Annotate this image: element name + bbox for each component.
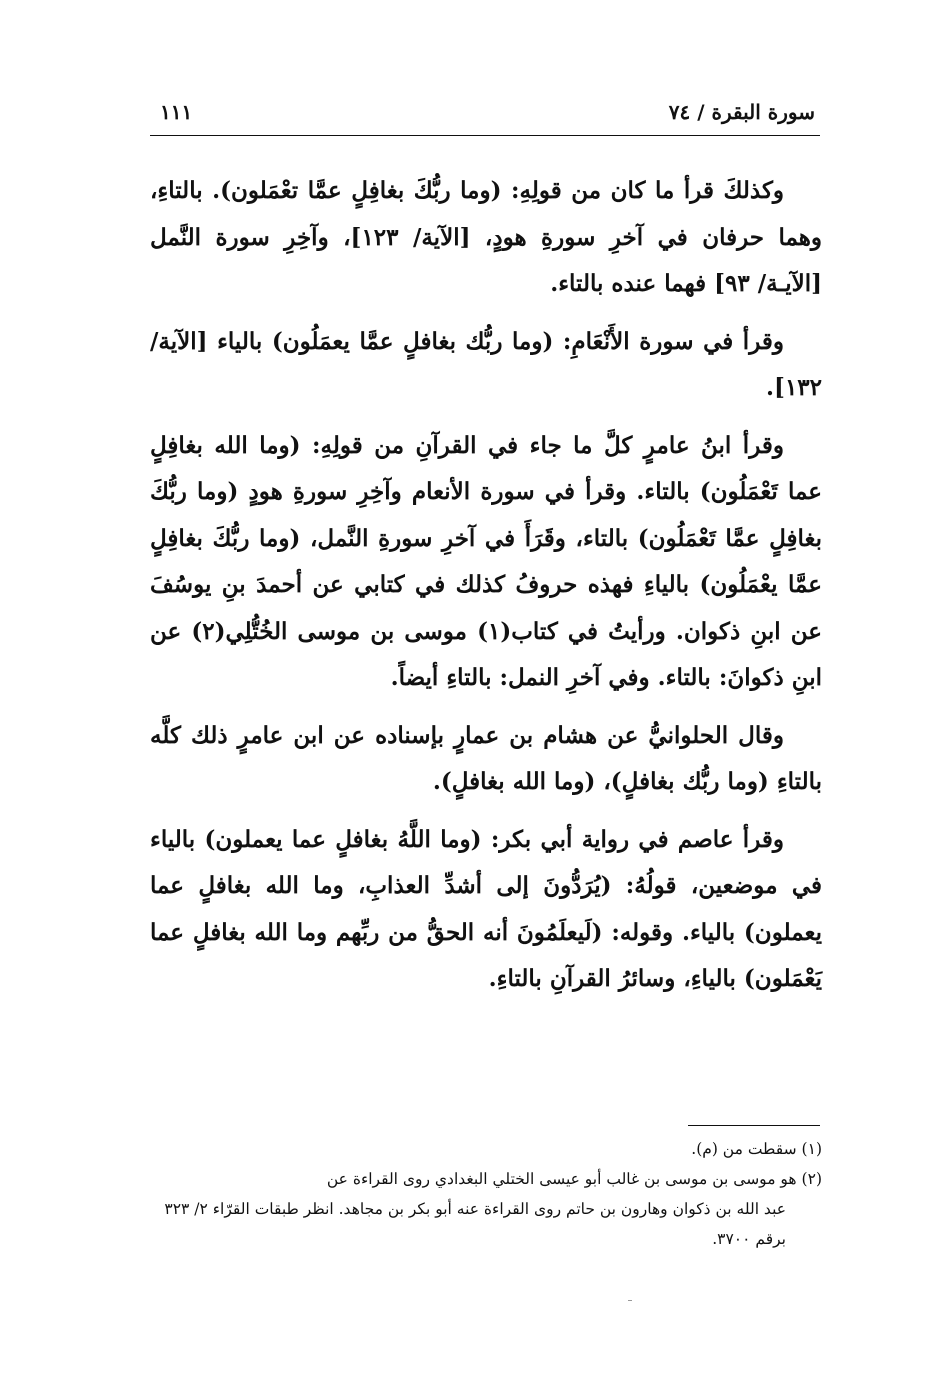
footnote-text: هو موسى بن موسى بن غالب أبو عيسى الختلي البغدادي روى القراءة عن <box>326 1170 797 1188</box>
running-header <box>150 100 815 134</box>
surah-title: سورة البقرة / ٧٤ <box>668 100 815 124</box>
footnote-marker: (٢) <box>801 1170 822 1188</box>
footnote <box>150 1164 822 1254</box>
paragraph: وقرأ ابنُ عامرٍ كلَّ ما جاء في القرآنِ من قولِهِ: (وما الله بغافِلٍ عما تَعْمَلُون) بالتاء. وقرأ في سورة الأنعام وآخِرِ سورةِ هودٍ (وما ربُّكَ بغافِلٍ عمَّا تَعْمَلُون) بالتاء، وقَرَأَ في آخرِ سورةِ النَّمل، (وما ربُّكَ بغافِلٍ عمَّا يعْمَلُون) بالياءِ فهذه حروفُ كذلك في كتابي عن أحمدَ بنِ يوسُفَ عن ابنِ ذكوان. ورأيتُ في كتاب(١) موسى بن موسى الخُتُّلِي(٢) عن ابنِ ذكوانَ: بالتاء. وفي آخرِ النمل: بالتاءِ أيضاً. <box>150 431 822 691</box>
paragraph: وقرأ في سورة الأَنْعَامِ: (وما ربُّك بغافلٍ عمَّا يعمَلُون) بالياء [الآية/ ١٣٢]. <box>150 327 822 401</box>
footnote-divider <box>688 1125 820 1126</box>
footnote-text: سقطت من (م). <box>691 1140 797 1158</box>
header-divider <box>150 135 820 136</box>
paragraph: وقرأ عاصم في رواية أبي بكر: (وما اللَّهُ بغافلٍ عما يعملون) بالياء في موضعين، قولُهُ: (يُرَدُّونَ إلى أشدِّ العذابِ، وما الله بغافلٍ عما يعملون) بالياء. وقوله: (لَيعلَمُونَ أنه الحقُّ من ربِّهم وما الله بغافلٍ عما يَعْمَلون) بالياءِ، وسائرُ القرآنِ بالتاءِ. <box>150 825 822 992</box>
main-text <box>150 168 822 1014</box>
footnote-continuation: عبد الله بن ذكوان وهارون بن حاتم روى القراءة عنه أبو بكر بن مجاهد. انظر طبقات القرّاء ٢/ ٣٢٣ برقم ٣٧٠٠. <box>164 1200 786 1248</box>
print-speck <box>628 1300 632 1301</box>
paragraph: وقال الحلوانيُّ عن هشام بن عمارٍ بإسناده عن ابن عامرٍ ذلك كلَّه بالتاءِ (وما ربُّك بغافلٍ)، (وما الله بغافلٍ). <box>150 721 822 795</box>
footnote-marker: (١) <box>801 1140 822 1158</box>
page-number: ١١١ <box>160 100 193 124</box>
paragraph: وكذلكَ قرأ ما كان من قولِهِ: (وما ربُّكَ بغافِلٍ عمَّا تعْمَلون). بالتاءِ، وهما حرفان في آخرِ سورةِ هودٍ، [الآية/ ١٢٣]، وآخِرِ سورة النَّمل [الآيـة/ ٩٣] فهما عنده بالتاء. <box>150 177 822 297</box>
footnote <box>150 1134 822 1164</box>
footnotes <box>150 1134 822 1254</box>
